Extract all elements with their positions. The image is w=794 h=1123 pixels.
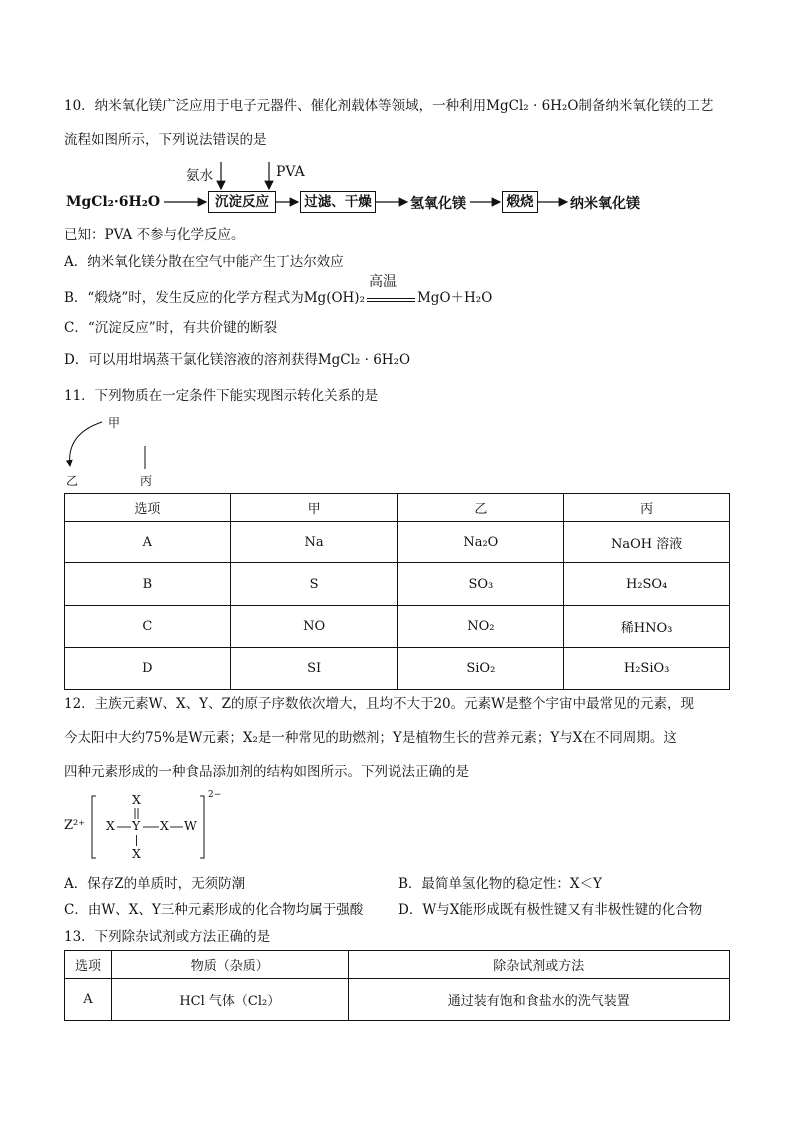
q12-line2: 今太阳中大约75%是W元素；X₂是一种常见的助燃剂；Y是植物生长的营养元素；Y与X在不同周期。这: [64, 730, 677, 746]
structure-end-atom: W: [184, 818, 197, 833]
diagram-bing: 丙: [140, 474, 153, 488]
table-cell: Na: [230, 522, 398, 563]
q12-line1: 12．主族元素W、X、Y、Z的原子序数依次增大，且均不大于20。元素W是整个宇宙中最常见的元素，现: [64, 696, 695, 712]
flow-start: MgCl₂·6H₂O: [66, 194, 161, 210]
table-header-cell: 物质（杂质）: [111, 951, 348, 979]
table-cell: A: [65, 522, 231, 563]
table-cell: 稀HNO₃: [564, 606, 730, 648]
table-header-cell: 选项: [65, 494, 231, 522]
q10-option-c: C．“沉淀反应”时，有共价键的断裂: [64, 320, 278, 336]
structure-bottom-atom: X: [132, 846, 141, 861]
table-cell: A: [65, 979, 112, 1021]
flow-step-precipitation: 沉淀反应: [208, 191, 276, 213]
table-cell: NO₂: [398, 606, 564, 648]
table-cell: H₂SO₄: [564, 563, 730, 606]
structure-center-atom: Y: [132, 818, 141, 833]
flow-intermediate: 氢氧化镁: [410, 196, 466, 212]
table-cell: SI: [230, 648, 398, 690]
table-cell: Na₂O: [398, 522, 564, 563]
diagram-yi: 乙: [66, 474, 79, 488]
diagram-jia: 甲: [108, 416, 121, 430]
table-header-cell: 丙: [564, 494, 730, 522]
table-cell: S: [230, 563, 398, 606]
q10-option-d: D．可以用坩埚蒸干氯化镁溶液的溶剂获得MgCl₂ · 6H₂O: [64, 352, 411, 368]
structure-left-atom: X: [106, 818, 115, 833]
table-cell: 通过装有饱和食盐水的洗气装置: [348, 979, 729, 1021]
structure-top-atom: X: [132, 792, 141, 807]
table-header-cell: 除杂试剂或方法: [348, 951, 729, 979]
q12-option-d: D．W与X能形成既有极性键又有非极性键的化合物: [398, 902, 703, 918]
flow-product: 纳米氧化镁: [570, 196, 640, 212]
structure-charge: 2−: [208, 790, 222, 800]
table-row: [65, 979, 730, 1021]
flow-step-filter-dry: 过滤、干燥: [300, 191, 376, 213]
table-cell: H₂SiO₃: [564, 648, 730, 690]
table-cell: B: [65, 563, 231, 606]
table-cell: NO: [230, 606, 398, 648]
q10-option-b-rhs: MgO＋H₂O: [416, 290, 493, 306]
table-cell: SO₃: [398, 563, 564, 606]
structure-right-atom: X: [160, 818, 169, 833]
q12-option-c: C．由W、X、Y三种元素形成的化合物均属于强酸: [64, 902, 364, 918]
q10-stem-line2: 流程如图所示，下列说法错误的是: [64, 132, 267, 148]
q12-option-a: A．保存Z的单质时，无须防潮: [64, 876, 246, 892]
q10-option-a: A．纳米氧化镁分散在空气中能产生丁达尔效应: [64, 254, 344, 270]
q10-stem-line1: 10．纳米氧化镁广泛应用于电子元器件、催化剂载体等领域，一种利用MgCl₂ · 6H₂O制备纳米氧化镁的工艺: [64, 98, 714, 114]
q13-stem: 13．下列除杂试剂或方法正确的是: [64, 929, 271, 945]
table-header-cell: 甲: [230, 494, 398, 522]
table-cell: SiO₂: [398, 648, 564, 690]
q12-line3: 四种元素形成的一种食品添加剂的结构如图所示。下列说法正确的是: [64, 764, 469, 780]
table-cell: D: [65, 648, 231, 690]
q11-stem: 11．下列物质在一定条件下能实现图示转化关系的是: [64, 388, 379, 404]
flow-input-ammonia: 氨水: [186, 168, 213, 184]
q10-note: 已知：PVA 不参与化学反应。: [64, 227, 245, 243]
flow-step-calcination: 煅烧: [502, 191, 538, 213]
table-cell: HCl 气体（Cl₂）: [111, 979, 348, 1021]
q10-option-b-lhs: B．“煅烧”时，发生反应的化学方程式为Mg(OH)₂: [64, 290, 365, 306]
q13-table: [64, 950, 730, 1021]
q10-option-b-condition: 高温: [368, 274, 397, 290]
table-cell: C: [65, 606, 231, 648]
structure-cation: Z²⁺: [64, 818, 86, 833]
table-header-cell: 乙: [398, 494, 564, 522]
flow-input-pva: PVA: [276, 164, 305, 180]
table-cell: NaOH 溶液: [564, 522, 730, 563]
q12-option-b: B．最简单氢化物的稳定性：X＜Y: [398, 876, 602, 892]
table-header-cell: 选项: [65, 951, 112, 979]
q13-table-header: [65, 951, 730, 979]
